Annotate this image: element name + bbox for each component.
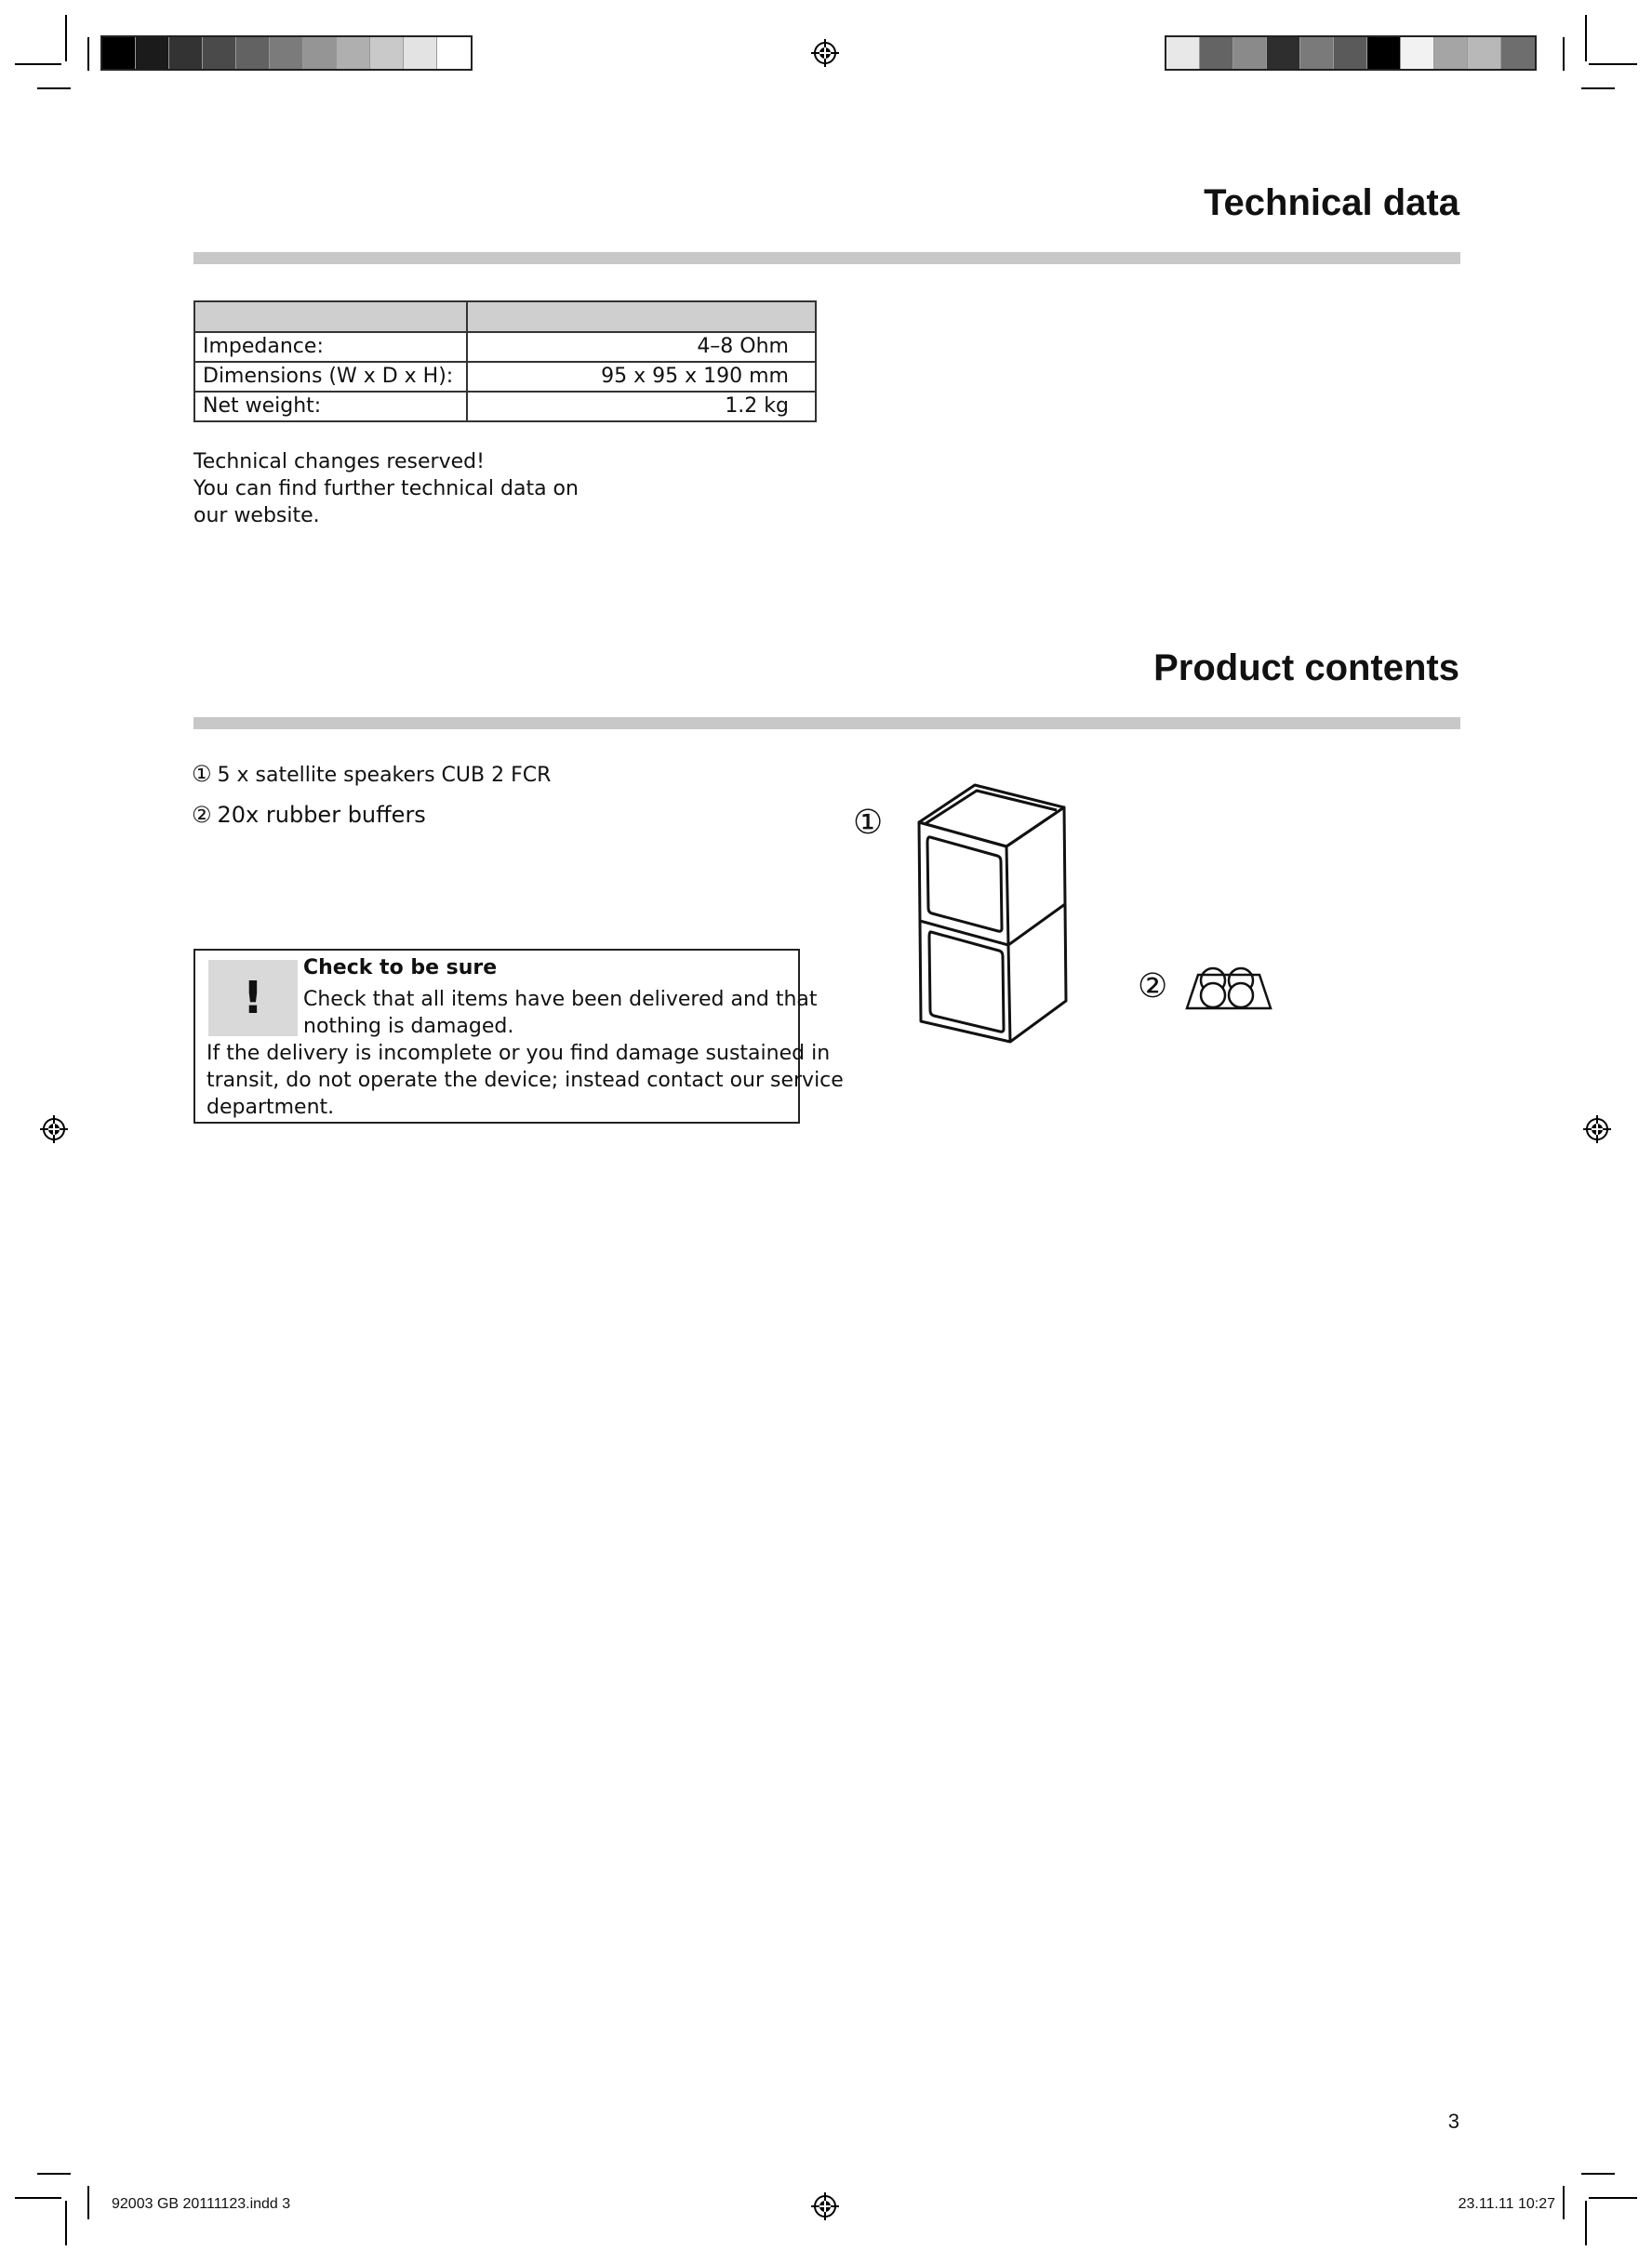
crop-mark: [87, 2186, 89, 2219]
registration-mark-icon: [811, 2192, 839, 2220]
notice-line: department.: [206, 1096, 335, 1119]
note-line: our website.: [193, 504, 320, 527]
color-swatch: [1434, 37, 1468, 69]
note-line: You can find further technical data on: [193, 477, 579, 500]
color-swatch: [1267, 37, 1300, 69]
color-calibration-bar-right: [1165, 35, 1537, 71]
notice-line: If the delivery is incomplete or you find damage sustained in: [206, 1042, 831, 1065]
color-swatch: [1334, 37, 1367, 69]
table-row: [194, 392, 816, 421]
color-swatch: [437, 37, 471, 69]
color-swatch: [370, 37, 404, 69]
color-calibration-bar-left: [100, 35, 473, 71]
color-swatch: [1501, 37, 1535, 69]
crop-mark: [37, 87, 71, 89]
spec-label: Net weight:: [194, 392, 467, 421]
crop-mark: [15, 63, 61, 65]
color-swatch: [303, 37, 337, 69]
crop-mark: [1589, 63, 1637, 65]
color-swatch: [1166, 37, 1200, 69]
section-heading-technical-data: Technical data: [1204, 182, 1459, 223]
registration-mark-icon: [40, 1115, 68, 1143]
section-rule: [193, 717, 1460, 729]
notice-line: transit, do not operate the device; instead contact our service: [206, 1069, 844, 1092]
callout-1: ①: [853, 804, 884, 842]
item-text: 20x rubber buffers: [217, 802, 426, 828]
section-heading-product-contents: Product contents: [1153, 647, 1459, 688]
section-rule: [193, 252, 1460, 264]
crop-mark: [1563, 2186, 1565, 2219]
technical-data-table: [193, 300, 817, 422]
color-swatch: [337, 37, 370, 69]
color-swatch: [203, 37, 236, 69]
crop-mark: [65, 2201, 67, 2245]
footer-file-info: 92003 GB 20111123.indd 3: [112, 2196, 291, 2212]
color-swatch: [1401, 37, 1434, 69]
item-text: 5 x satellite speakers CUB 2 FCR: [217, 764, 552, 787]
registration-mark-icon: [1583, 1115, 1611, 1143]
crop-mark: [37, 2173, 71, 2175]
crop-mark: [1563, 37, 1565, 71]
color-swatch: [236, 37, 270, 69]
spec-label: Dimensions (W x D x H):: [194, 362, 467, 392]
spec-value: 4–8 Ohm: [467, 332, 816, 362]
notice-line: nothing is damaged.: [303, 1015, 514, 1038]
registration-mark-icon: [811, 39, 839, 67]
callout-2: ②: [1138, 967, 1168, 1005]
spec-value: 95 x 95 x 190 mm: [467, 362, 816, 392]
crop-mark: [1581, 2173, 1615, 2175]
color-swatch: [136, 37, 169, 69]
contents-item-speakers: [192, 761, 551, 787]
color-swatch: [169, 37, 203, 69]
crop-mark: [65, 15, 67, 61]
item-number: ②: [192, 802, 212, 828]
notice-line: Check that all items have been delivered and that: [303, 988, 818, 1011]
color-swatch: [1233, 37, 1267, 69]
color-swatch: [1468, 37, 1501, 69]
crop-mark: [1589, 2197, 1637, 2199]
color-swatch: [404, 37, 437, 69]
contents-item-rubber-buffers: [192, 802, 426, 828]
note-line: Technical changes reserved!: [193, 450, 485, 473]
crop-mark: [1585, 2201, 1587, 2245]
color-swatch: [270, 37, 303, 69]
item-number: ①: [192, 761, 212, 787]
color-swatch: [1200, 37, 1233, 69]
color-swatch: [102, 37, 136, 69]
crop-mark: [1581, 87, 1615, 89]
technical-note: [193, 448, 579, 529]
crop-mark: [87, 37, 89, 71]
page-number: 3: [1447, 2110, 1459, 2133]
table-row: [194, 332, 816, 362]
rubber-buffers-icon: [1185, 962, 1272, 1012]
crop-mark: [1585, 15, 1587, 61]
table-header-row: [194, 301, 816, 332]
color-swatch: [1367, 37, 1401, 69]
color-swatch: [1300, 37, 1334, 69]
table-row: [194, 362, 816, 392]
exclamation-icon: !: [208, 960, 298, 1036]
speaker-illustration: [910, 778, 1068, 1047]
spec-label: Impedance:: [194, 332, 467, 362]
footer-timestamp: 23.11.11 10:27: [1458, 2196, 1555, 2212]
notice-title: Check to be sure: [303, 956, 498, 979]
check-notice-box: [193, 949, 844, 1124]
crop-mark: [15, 2197, 61, 2199]
spec-value: 1.2 kg: [467, 392, 816, 421]
